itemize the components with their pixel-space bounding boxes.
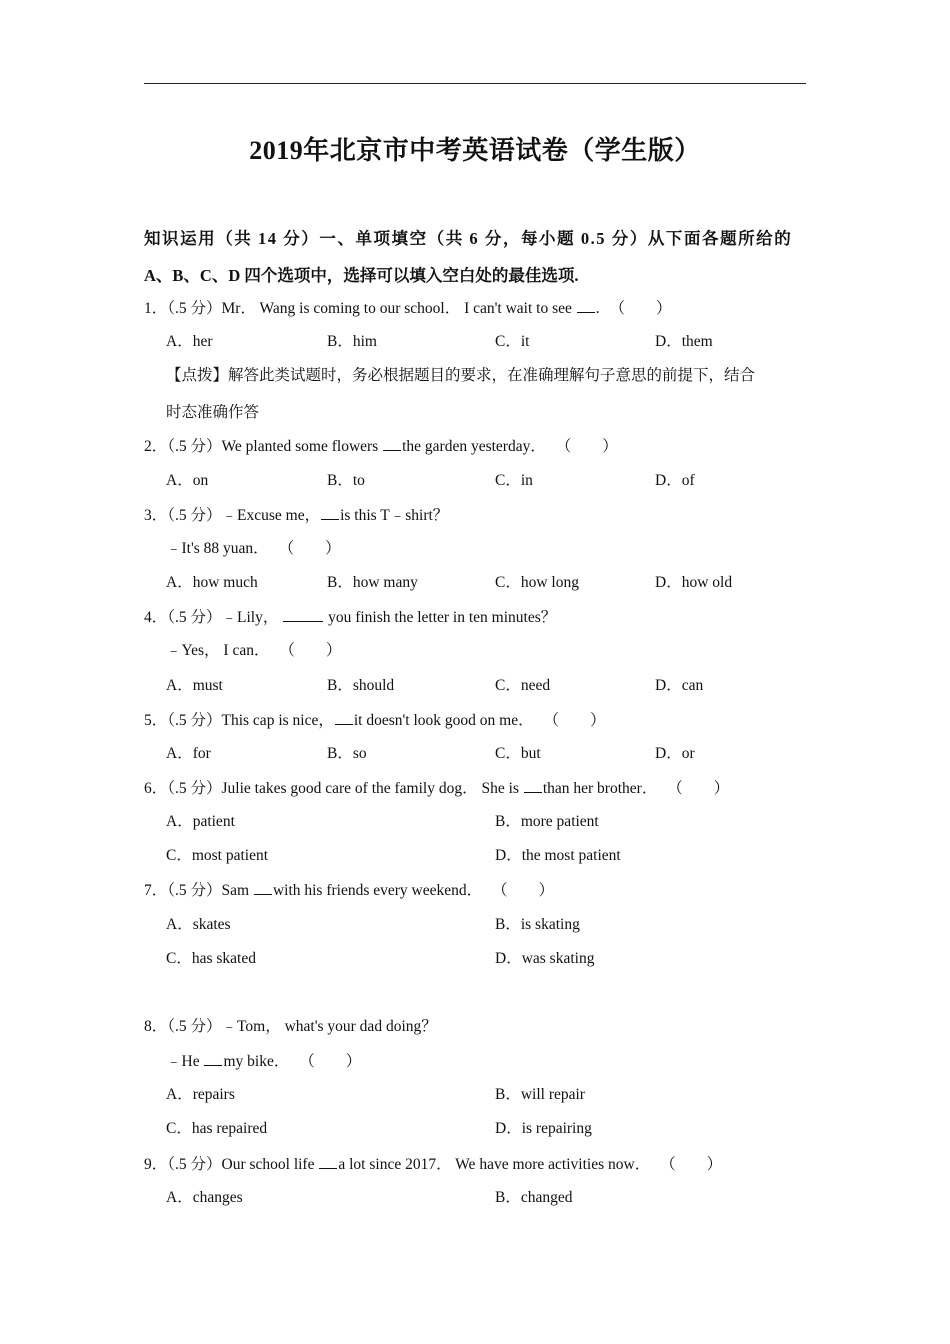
q2-option-c: C．in (495, 472, 533, 489)
q1-option-c: C．it (495, 333, 530, 350)
answer-blank (283, 607, 323, 622)
answer-blank (254, 880, 272, 895)
q5-option-d: D．or (655, 745, 695, 762)
answer-blank (577, 298, 595, 313)
q3-option-a: A．how much (166, 574, 258, 591)
q8-option-a: A．repairs (166, 1086, 235, 1103)
q1-option-b: B．him (327, 333, 377, 350)
q3-option-c: C．how long (495, 574, 579, 591)
q2-option-a: A．on (166, 472, 209, 489)
q4-option-c: C．need (495, 677, 551, 694)
q6-option-d: D．the most patient (495, 847, 621, 864)
question-9: 9．（.5 分）Our school life a lot since 2017． We have more activities now． （ ） (144, 1156, 723, 1173)
answer-blank (204, 1051, 222, 1066)
answer-blank (321, 505, 339, 520)
q1-option-d: D．them (655, 333, 713, 350)
question-1: 1．（.5 分）Mr． Wang is coming to our school． I can't wait to see . （ ） (144, 300, 672, 317)
q7-option-b: B．is skating (495, 916, 580, 933)
question-8: 8．（.5 分）﹣Tom， what's your dad doing？ (144, 1018, 437, 1035)
q7-option-d: D．was skating (495, 950, 595, 967)
q6-option-b: B．more patient (495, 813, 599, 830)
question-2: 2．（.5 分）We planted some flowers the garden yesterday． （ ） (144, 438, 618, 455)
section-heading-line-1: 知识运用（共 14 分）一、单项填空（共 6 分，每小题 0.5 分）从下面各题所给的 (144, 229, 793, 248)
q1-tip-line-2: 时态准确作答 (166, 404, 260, 421)
answer-blank (319, 1154, 337, 1169)
q8-reply: ﹣He my bike． （ ） (166, 1053, 362, 1070)
q9-option-a: A．changes (166, 1189, 243, 1206)
header-rule (144, 83, 806, 84)
q4-option-d: D．can (655, 677, 704, 694)
answer-blank (524, 778, 542, 793)
q3-option-d: D．how old (655, 574, 733, 591)
answer-blank (335, 710, 353, 725)
answer-blank (383, 436, 401, 451)
q2-option-b: B．to (327, 472, 365, 489)
q9-option-b: B．changed (495, 1189, 573, 1206)
question-6: 6．（.5 分）Julie takes good care of the family dog． She is than her brother． （ ） (144, 780, 730, 797)
question-3: 3．（.5 分）﹣Excuse me， is this T﹣shirt？ (144, 507, 449, 524)
q4-option-b: B．should (327, 677, 395, 694)
q4-option-a: A．must (166, 677, 223, 694)
q2-option-d: D．of (655, 472, 695, 489)
q6-option-c: C．most patient (166, 847, 269, 864)
q7-option-c: C．has skated (166, 950, 256, 967)
q8-option-c: C．has repaired (166, 1120, 268, 1137)
q1-option-a: A．her (166, 333, 213, 350)
q3-reply: ﹣It's 88 yuan． （ ） (166, 540, 341, 557)
q3-option-b: B．how many (327, 574, 418, 591)
page-title: 2019年北京市中考英语试卷（学生版） (249, 136, 701, 165)
q6-option-a: A．patient (166, 813, 235, 830)
section-heading-line-2: A、B、C、D 四个选项中，选择可以填入空白处的最佳选项. (144, 266, 579, 285)
q8-option-d: D．is repairing (495, 1120, 592, 1137)
q5-option-a: A．for (166, 745, 211, 762)
question-4: 4．（.5 分）﹣Lily， you finish the letter in ten minutes？ (144, 609, 557, 626)
q5-option-c: C．but (495, 745, 541, 762)
q1-tip-line-1: 【点拨】解答此类试题时，务必根据题目的要求，在准确理解句子意思的前提下，结合 (166, 367, 756, 384)
question-7: 7．（.5 分）Sam with his friends every weekend． （ ） (144, 882, 555, 899)
q8-option-b: B．will repair (495, 1086, 585, 1103)
q5-option-b: B．so (327, 745, 367, 762)
q7-option-a: A．skates (166, 916, 231, 933)
question-5: 5．（.5 分）This cap is nice， it doesn't look good on me． （ ） (144, 712, 606, 729)
q4-reply: ﹣Yes， I can． （ ） (166, 642, 342, 659)
